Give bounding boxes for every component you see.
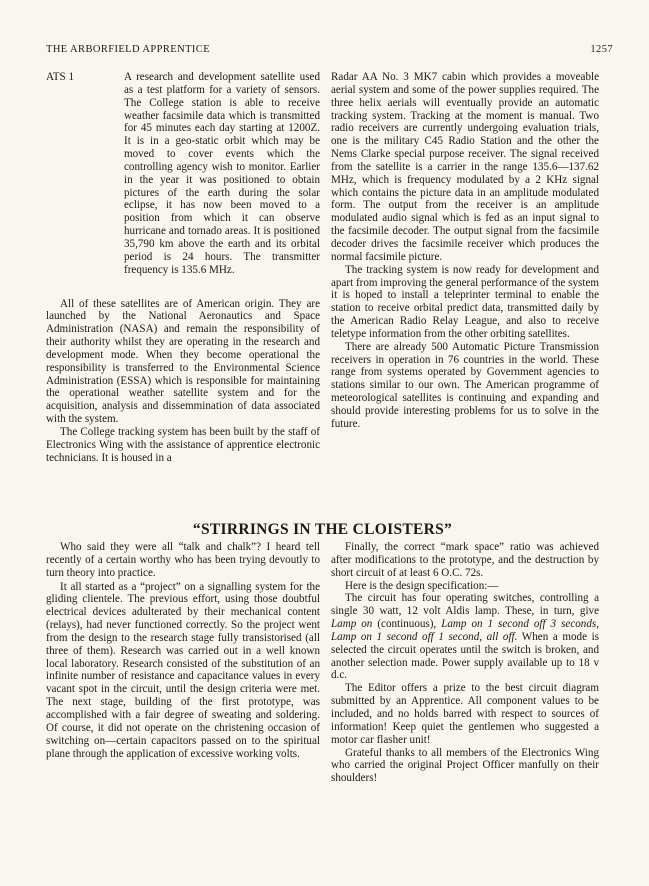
paragraph: Here is the design specification:—	[345, 579, 499, 592]
paragraph: Grateful thanks to all members of the Electronics Wing who carried the original Project Officer manfully on their shoulders!	[331, 746, 599, 785]
page-number: 1257	[590, 44, 613, 55]
left-column-top	[46, 71, 320, 464]
right-column-top	[331, 71, 599, 431]
paragraph: There are already 500 Automatic Picture Transmission receivers in operation in 76 countries in the world. These range from systems operated by Government agencies to stations similar to our own. The American programme of meteorological satellites is continuing and expanding and should provide interesting problems for us to solve in the future.	[331, 340, 599, 430]
paragraph: The Editor offers a prize to the best circuit diagram submitted by an Apprentice. All component values to be included, and no holds barred with respect to sources of information! Keep quiet the gentlemen who suggested a motor car flasher unit!	[331, 682, 599, 746]
paragraph: Radar AA No. 3 MK7 cabin which provides a moveable aerial system and some of the power supplies required. The three helix aerials will eventually provide an automatic tracking system. Tracking at the moment is manual. Two radio receivers are currently undergoing evaluation trials, one is the military C45 Radio Station and the other the Nems Clarke special purpose receiver. The signal received from the satellite is a carrier in the range 135.6—137.62 MHz, which is frequency modulated by a 2 KHz signal which contains the picture data in an amplitude modulated form. The output from the receiver is an amplitude modulated audio signal which is fed as an input signal to the facsimile decoder. The output signal from the facsimile decoder drives the facsimile receiver which produces the normal facsimile picture.	[331, 71, 599, 263]
running-head	[46, 44, 613, 55]
ats-entry	[46, 71, 320, 277]
paragraph: All of these satellites are of American origin. They are launched by the National Aeronautics and Space Administration (NASA) and remain the responsibility of their authority whilst they are operating in the research and development mode. When they become operational the responsibility is transferred to the Environmental Science Administration (ESSA) which is responsible for maintaining the operational weather satellite system and for the acquisition, analysis and dissemmination of data associated with the system.	[46, 297, 320, 426]
paragraph: The College tracking system has been built by the staff of Electronics Wing with the assistance of apprentice electronic technicians. It is housed in a	[46, 425, 320, 464]
article-title: “STIRRINGS IN THE CLOISTERS”	[192, 521, 453, 538]
paragraph: It all started as a “project” on a signalling system for the gliding clientele. The previous effort, using those doubtful electrical devices adulterated by their mechanical content (relays), had never functioned correctly. So the project went from the design to the research stage fully transistorised (all three of them). Research was carried out in a well known local laboratory. Research consisted of the substitution of an infinite number of resistance and capacitance values in every vacant spot in the circuit, until the design criteria were met. The next stage, building of the first prototype, was accomplished with a fair degree of sweating and soldering. Of course, it did not operate on the christening occasion of switching on—certain capacitors passed on to the spiritual plane through the application of excessive working volts.	[46, 580, 320, 760]
left-column-bottom	[46, 541, 320, 760]
switch-specification: The circuit has four operating switches, controlling a single 30 watt, 12 volt Aldis lamp. These, in turn, give Lamp on (continuous), Lamp on 1 second off 3 seconds, Lamp on 1 second off 1 second, all off. When a mode is selected the circuit operates until the switch is broken, and another selection made. Power supply available up to 18 v d.c.	[331, 592, 599, 682]
right-column-bottom	[331, 541, 599, 785]
ats-label: ATS 1	[46, 71, 75, 83]
paragraph: Finally, the correct “mark space” ratio was achieved after modifications to the prototype, and the destruction by short circuit of at least 6 O.C. 72s.	[331, 541, 599, 579]
journal-title: THE ARBORFIELD APPRENTICE	[46, 44, 211, 55]
ats-description: A research and development satellite used as a test platform for a variety of sensors. The College station is able to receive weather facsimile data which is transmitted for 45 minutes each day starting at 1200Z. It is in a geo-static orbit which may be moved to cover events which the controlling agency wish to monitor. Earlier in the year it was positioned to obtain pictures of the earth during the solar eclipse, it has now been moved to a position from which it can observe hurricane and tornado areas. It is positioned 35,790 km above the earth and its orbital period is 24 hours. The transmitter frequency is 135.6 MHz.	[124, 71, 320, 276]
paragraph: Who said they were all “talk and chalk”? I heard tell recently of a certain worthy who has been trying devoutly to turn theory into practice.	[46, 541, 320, 579]
paragraph: The tracking system is now ready for development and apart from improving the general performance of the system it is hoped to install a teleprinter terminal to enable the station to receive orbital predict data, transmitted daily by the American Radio Relay League, and also to receive teletype information from the other orbiting satellites.	[331, 263, 599, 340]
